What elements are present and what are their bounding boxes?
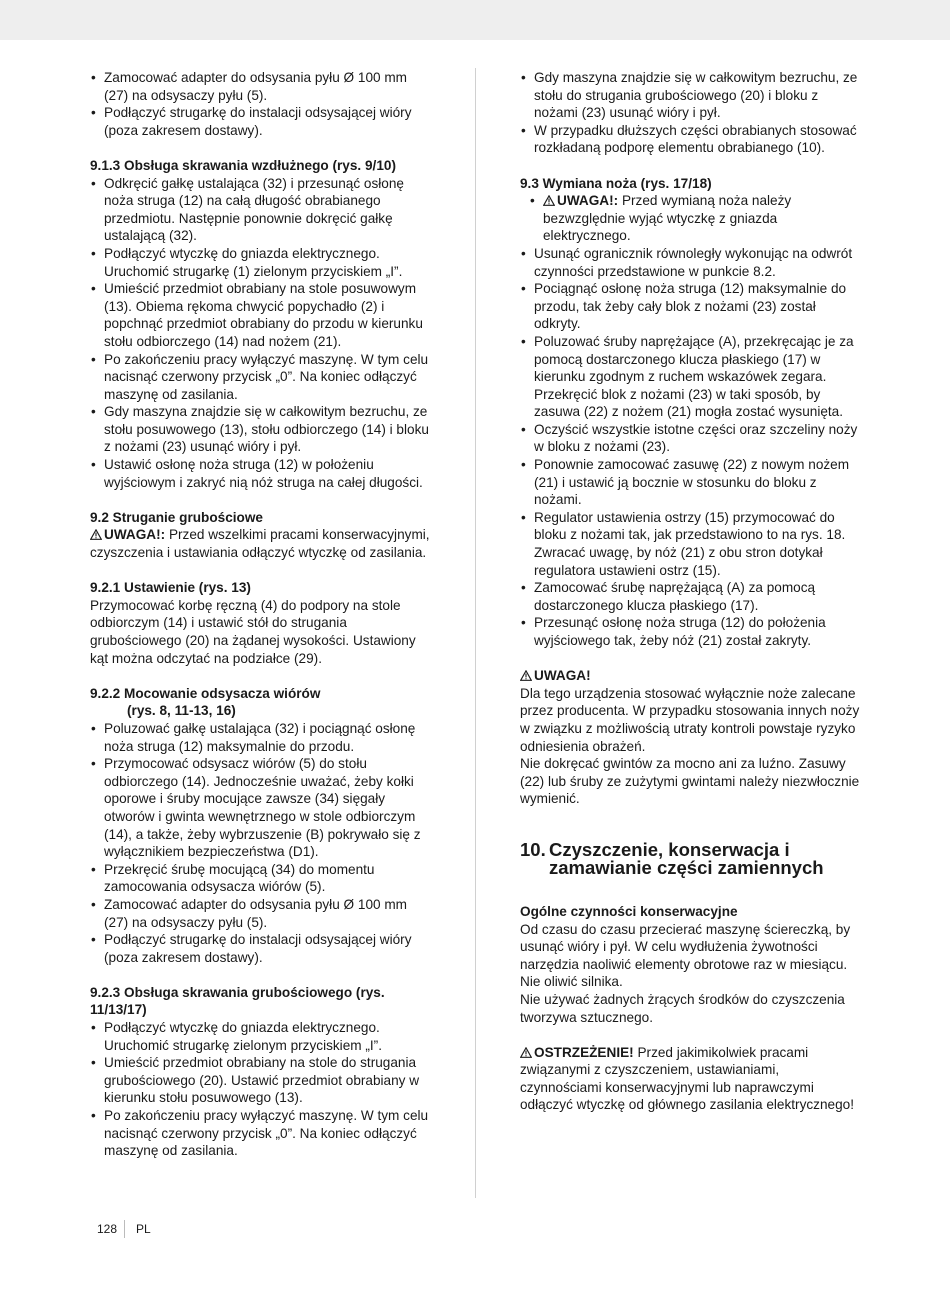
list-item: • Po zakończeniu pracy wyłączyć maszynę. W tym celu nacisnąć czerwony przycisk „0”. Na koniec odłączyć maszynę od zasilania. [90,351,432,404]
section-heading: 9.2.2 Mocowanie odsysacza wiórów [90,685,321,701]
warning-triangle-icon [520,670,532,681]
section-heading: 9.3 Wymiana noża (rys. 17/18) [520,175,712,191]
left-column [90,69,432,1160]
list-item: • Regulator ustawienia ostrzy (15) przymocować do bloku z nożami tak, jak przedstawiono to na rys. 18. Zwracać uwagę, by nóż (21) z obu stron dotykał regulatora ustawieni ostrz (15). [520,509,862,579]
intro-section-right [520,69,862,157]
list-item: • Gdy maszyna znajdzie się w całkowitym bezruchu, ze stołu posuwowego (13), stołu odbiorczego (14) i bloku z nożami (23) usunąć wióry i pył. [90,403,432,456]
paragraph: Przymocować korbę ręczną (4) do podpory na stole odbiorczym (14) i ustawić stół do strugania grubościowego (20) na żądanej wysokości. Ustawiony kąt można odczytać na podziałce (29). [90,597,416,666]
paragraph: Od czasu do czasu przecierać maszynę ściereczką, by usunąć wióry i pył. W celu wydłużenia żywotności narzędzia naoliwić elementy obrotowe raz w miesiącu. Nie oliwić silnika. [520,921,851,990]
final-warning-section [520,1044,862,1114]
intro-bullets-left [90,69,432,139]
bullet-list [90,175,432,492]
section-heading: 9.2 Struganie grubościowe [90,509,263,525]
list-item: • Podłączyć wtyczkę do gniazda elektrycznego. Uruchomić strugarkę zielonym przyciskiem „I”. [90,1019,432,1054]
section-9-2-1 [90,579,432,667]
warning-paragraph [520,1044,862,1114]
intro-bullets-right [520,69,862,157]
list-item: • Zamocować adapter do odsysania pyłu Ø 100 mm (27) na odsysaczy pyłu (5). [90,896,432,931]
warning-paragraph [90,526,432,561]
list-item: • Przekręcić śrubę mocującą (34) do momentu zamocowania odsysacza wiórów (5). [90,861,432,896]
section-9-2-2 [90,685,432,967]
section-heading: 9.2.1 Ustawienie (rys. 13) [90,580,251,596]
uwaga-section [520,667,862,808]
chapter-title: Czyszczenie, konserwacja i zamawianie części zamiennych [549,838,824,878]
warning-triangle-icon [520,1047,532,1058]
bullet-list [520,245,862,650]
page-number: 128 [97,1222,118,1236]
warning-text: Przed jakimikolwiek pracami związanymi z czyszczeniem, ustawianiami, czynnościami konserwacyjnymi lub naprawczymi odłączyć wtyczkę od głównego zasilania elektrycznego! [520,1044,854,1113]
paragraph: Nie używać żadnych żrących środków do czyszczenia tworzywa sztucznego. [520,991,845,1025]
list-item: • Przymocować odsysacz wiórów (5) do stołu odbiorczego (14). Jednocześnie uważać, żeby kołki oporowe i śruby mocujące zawsze (34) sięgały otworów i gwinta wewnętrznego w stole odbiorczym (14), a także, żeby wybrzuszenie (B) pokrywało się z wyłącznikiem bezpieczeństwa (D1). [90,755,432,861]
warning-label: OSTRZEŻENIE! [534,1044,634,1060]
list-item: • Podłączyć strugarkę do instalacji odsysającej wióry (poza zakresem dostawy). [90,104,432,139]
bullet-list [90,720,432,966]
list-item: • Przesunąć osłonę noża struga (12) do położenia wyjściowego tak, żeby nóż (21) został zakryty. [520,614,862,649]
warning-list [520,192,862,245]
section-heading: 9.1.3 Obsługa skrawania wzdłużnego (rys. 9/10) [90,157,396,173]
list-item: • Usunąć ogranicznik równoległy wykonując na odwrót czynności przedstawione w punkcie 8.2. [520,245,862,280]
general-maintenance-section [520,903,862,1026]
list-item: • Podłączyć strugarkę do instalacji odsysającej wióry (poza zakresem dostawy). [90,931,432,966]
list-item: • Ustawić osłonę noża struga (12) w położeniu wyjściowym i zakryć nią nóż struga na całej długości. [90,456,432,491]
list-item: • Gdy maszyna znajdzie się w całkowitym bezruchu, ze stołu do strugania grubościowego (20) i bloku z nożami (23) usunąć wióry i pył. [520,69,862,122]
chapter-number: 10. [520,838,546,860]
warning-item [520,192,862,245]
section-9-3 [520,175,862,650]
section-9-2-3 [90,984,432,1160]
bullet-list [90,1019,432,1160]
list-item: • W przypadku dłuższych części obrabianych stosować rozkładaną podporę elementu obrabianego (10). [520,122,862,157]
intro-section-left [90,69,432,139]
warning-label: UWAGA!: [104,527,166,543]
right-column [520,69,862,1114]
warning-label: UWAGA! [534,668,591,684]
paragraph: Nie dokręcać gwintów za mocno ani za luźno. Zasuwy (22) lub śruby ze zużytymi gwintami należy niezwłocznie wymienić. [520,756,860,807]
section-heading: 9.2.3 Obsługa skrawania grubościowego (rys. 11/13/17) [90,984,385,1018]
list-item: • Podłączyć wtyczkę do gniazda elektrycznego. Uruchomić strugarkę (1) zielonym przyciskiem „I”. [90,245,432,280]
page-footer [97,1220,151,1238]
warning-text: Przed wymianą noża należy bezwzględnie wyjąć wtyczkę z gniazda elektrycznego. [543,193,792,244]
list-item: • Umieścić przedmiot obrabiany na stole do strugania grubościowego (20). Ustawić przedmiot obrabiany w kierunku stołu posuwowego (13). [90,1054,432,1107]
section-heading-line2: (rys. 8, 11-13, 16) [127,703,236,719]
list-item: • Odkręcić gałkę ustalająca (32) i przesunąć osłonę noża struga (12) na całą długość obrabianego przedmiotu. Następnie ponownie dokręcić gałkę ustalającą (32). [90,175,432,245]
warning-triangle-icon [90,529,102,540]
column-divider [475,68,476,1198]
list-item: • Oczyścić wszystkie istotne części oraz szczeliny noży w bloku z nożami (23). [520,421,862,456]
paragraph: Dla tego urządzenia stosować wyłącznie noże zalecane przez producenta. W przypadku stosowania innych noży w związku z możliwością utraty kontroli powstaje ryzyko odniesienia obrażeń. [520,685,860,754]
chapter-heading [520,838,862,878]
warning-text: Przed wszelkimi pracami konserwacyjnymi, czyszczenia i ustawiania odłączyć wtyczkę od zasilania. [90,527,430,561]
section-9-1-3 [90,157,432,491]
warning-label: UWAGA!: [557,193,619,209]
warning-heading [520,667,862,685]
section-9-2 [90,509,432,562]
language-code: PL [136,1222,151,1236]
top-bar [0,0,950,40]
list-item: • Po zakończeniu pracy wyłączyć maszynę. W tym celu nacisnąć czerwony przycisk „0”. Na koniec odłączyć maszynę od zasilania. [90,1107,432,1160]
list-item: • Zamocować śrubę naprężającą (A) za pomocą dostarczonego klucza płaskiego (17). [520,579,862,614]
list-item: • Ponownie zamocować zasuwę (22) z nowym nożem (21) i ustawić ją bocznie w stosunku do bloku z nożami. [520,456,862,509]
list-item: • Pociągnąć osłonę noża struga (12) maksymalnie do przodu, tak żeby cały blok z nożami (23) został odkryty. [520,280,862,333]
list-item: • Umieścić przedmiot obrabiany na stole posuwowym (13). Obiema rękoma chwycić popychadło (2) i popchnąć przedmiot obrabiany do przodu w kierunku stołu odbiorczego (14) nad nożem (21). [90,280,432,350]
footer-separator [124,1220,125,1238]
list-item: • Poluzować śruby naprężające (A), przekręcając je za pomocą dostarczonego klucza płaskiego (17) w kierunku zgodnym z ruchem wskazówek zegara. Przekręcić blok z nożami (23) w taki sposób, by zasuwa (22) z nożem (21) mogła zostać wysunięta. [520,333,862,421]
warning-triangle-icon [543,195,555,206]
list-item: • Poluzować gałkę ustalająca (32) i pociągnąć osłonę noża struga (12) maksymalnie do przodu. [90,720,432,755]
list-item: • Zamocować adapter do odsysania pyłu Ø 100 mm (27) na odsysaczy pyłu (5). [90,69,432,104]
section-heading: Ogólne czynności konserwacyjne [520,903,738,919]
